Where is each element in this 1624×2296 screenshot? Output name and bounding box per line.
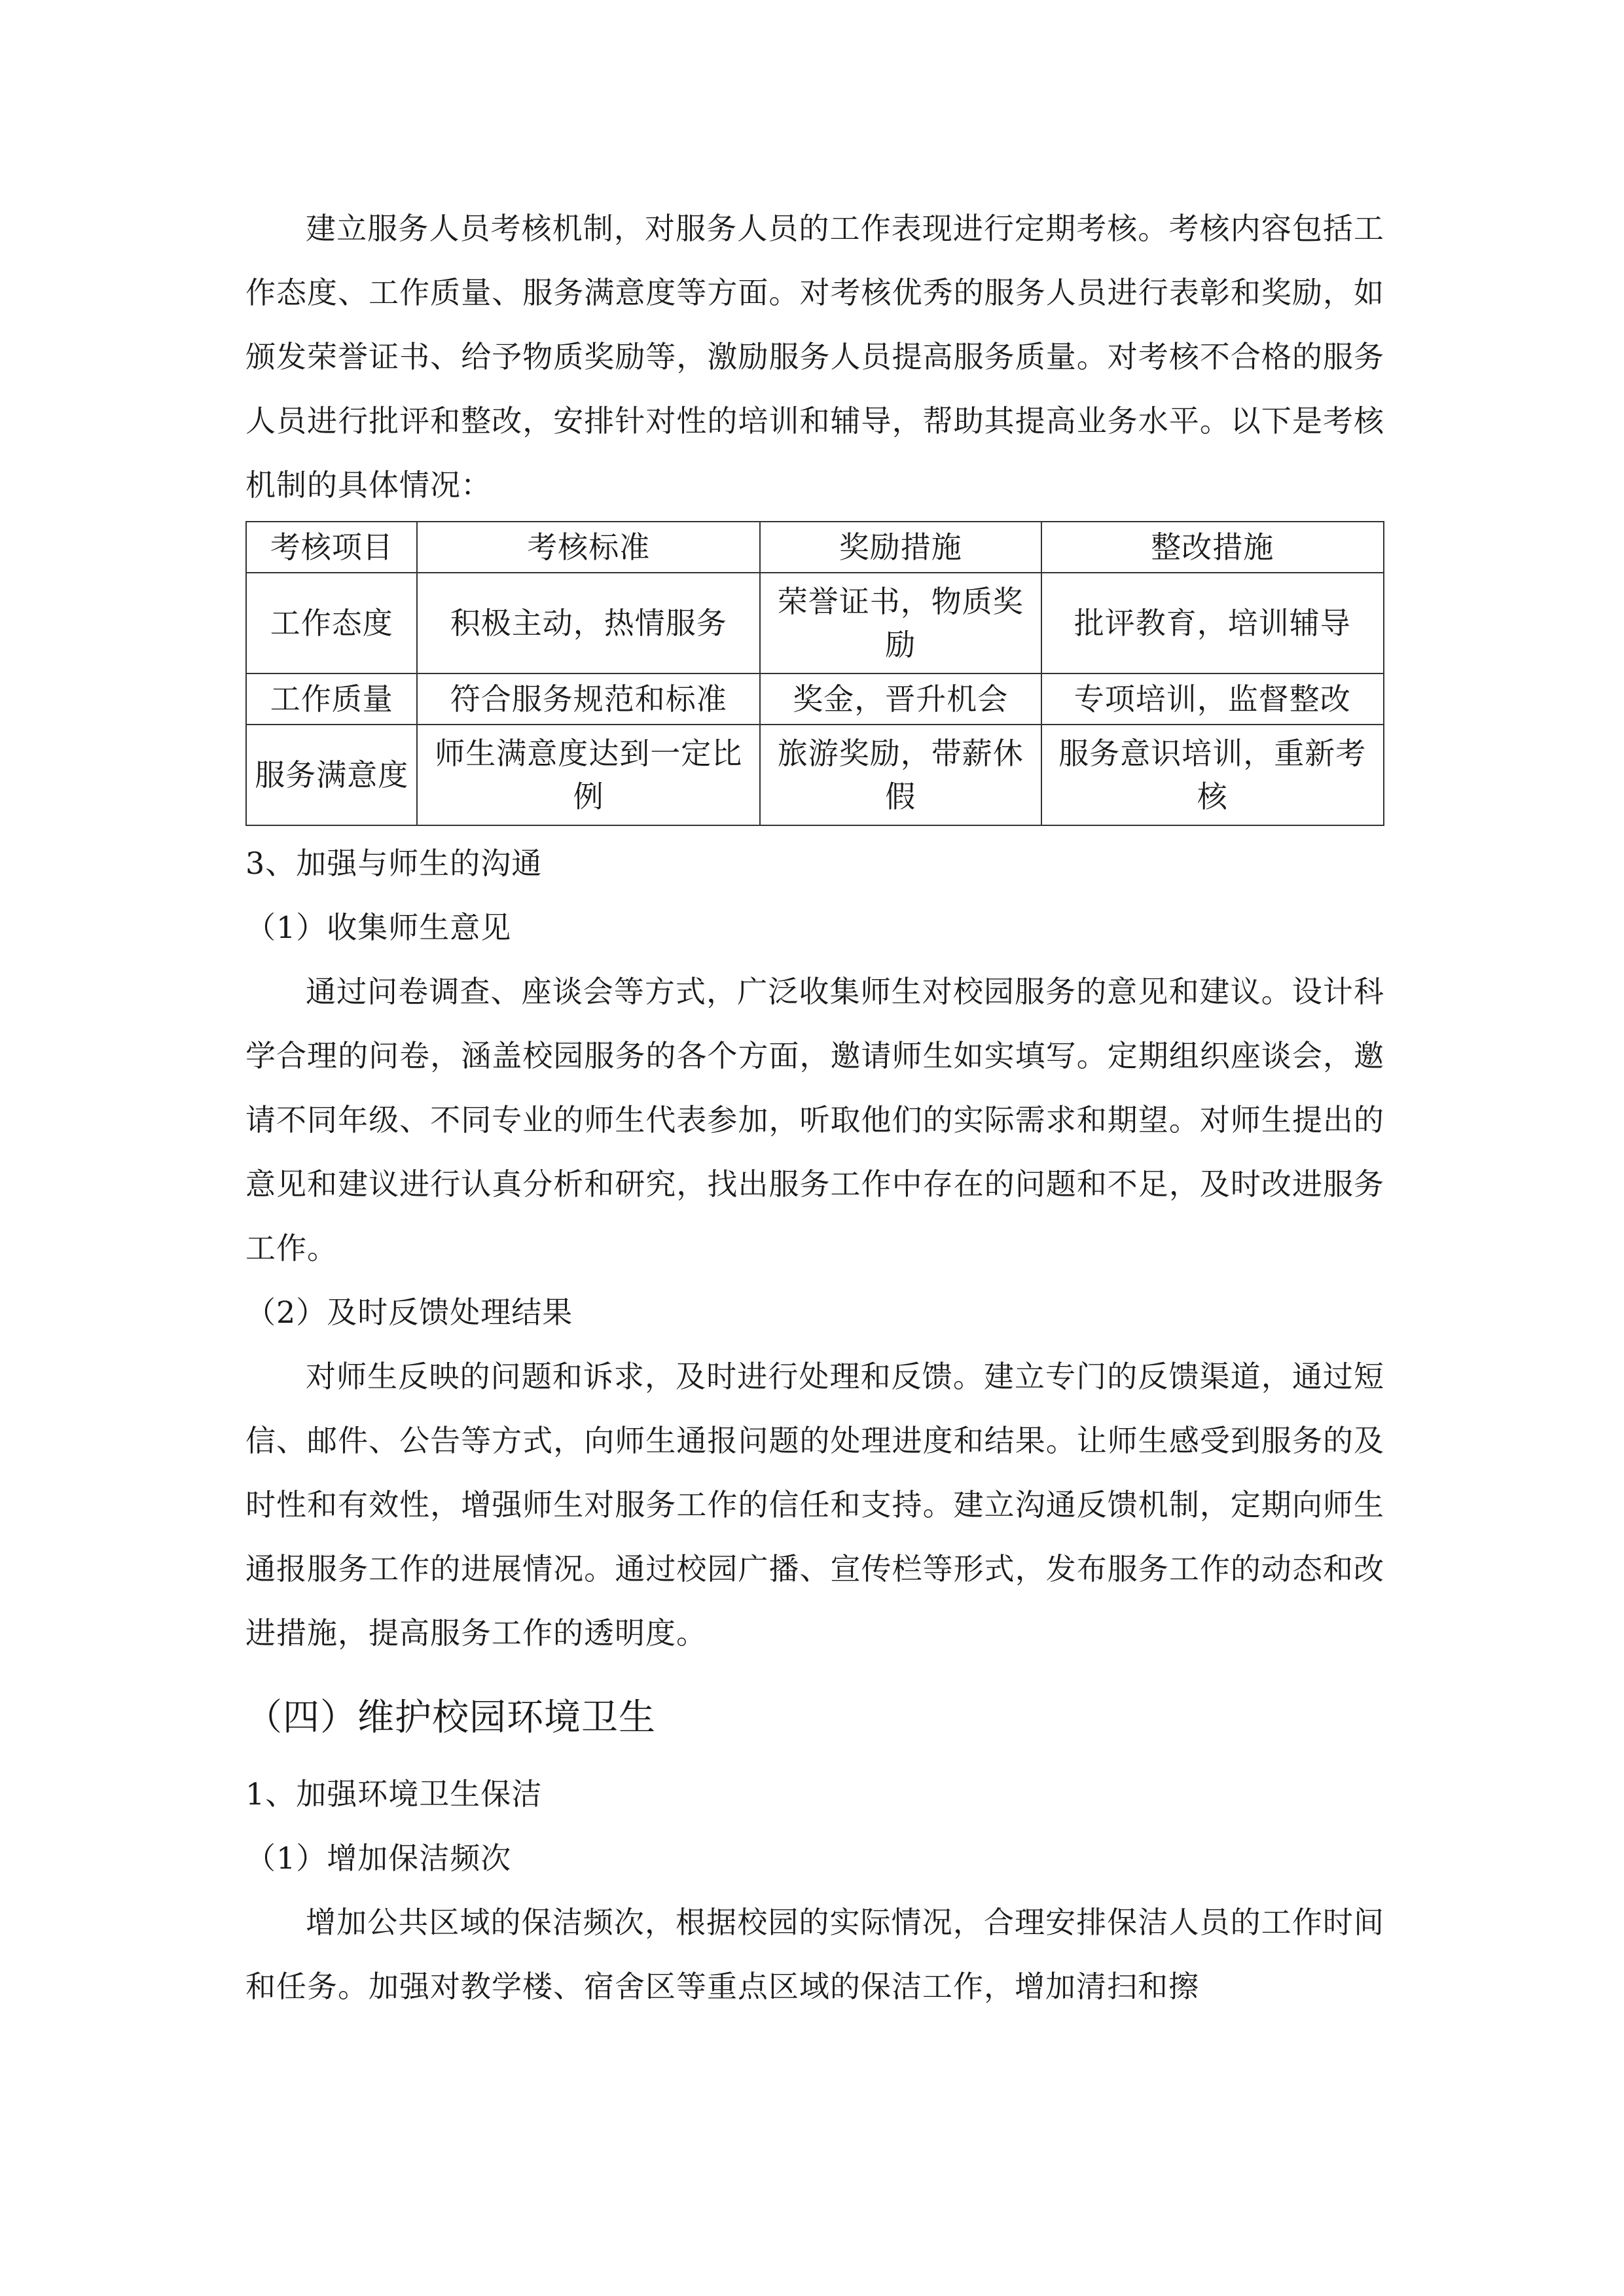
table-row xyxy=(246,673,1384,725)
paragraph-cleaning-frequency: 增加公共区域的保洁频次，根据校园的实际情况，合理安排保洁人员的工作时间和任务。加强对教学楼、宿舍区等重点区域的保洁工作，增加清扫和擦 xyxy=(245,1905,1384,2004)
table-header-cell: 整改措施 xyxy=(1041,522,1384,573)
table-row xyxy=(246,573,1384,673)
table-cell: 旅游奖励，带薪休假 xyxy=(760,725,1041,825)
table-cell: 专项培训，监督整改 xyxy=(1041,673,1384,725)
table-cell: 工作质量 xyxy=(246,673,417,725)
subheading-feedback: （2）及时反馈处理结果 xyxy=(245,1295,573,1330)
table-cell: 服务满意度 xyxy=(246,725,417,825)
table-cell: 积极主动，热情服务 xyxy=(417,573,759,673)
table-cell: 师生满意度达到一定比例 xyxy=(417,725,759,825)
section-heading-environment: （四）维护校园环境卫生 xyxy=(245,1696,656,1739)
intro-paragraph: 建立服务人员考核机制，对服务人员的工作表现进行定期考核。考核内容包括工作态度、工作质量、服务满意度等方面。对考核优秀的服务人员进行表彰和奖励，如颁发荣誉证书、给予物质奖励等，激励服务人员提高服务质量。对考核不合格的服务人员进行批评和整改，安排针对性的培训和辅导，帮助其提高业务水平。以下是考核机制的具体情况： xyxy=(245,211,1384,503)
table-header-row xyxy=(246,522,1384,573)
table-cell: 奖金，晋升机会 xyxy=(760,673,1041,725)
paragraph-collect-opinions: 通过问卷调查、座谈会等方式，广泛收集师生对校园服务的意见和建议。设计科学合理的问卷，涵盖校园服务的各个方面，邀请师生如实填写。定期组织座谈会，邀请不同年级、不同专业的师生代表参加，听取他们的实际需求和期望。对师生提出的意见和建议进行认真分析和研究，找出服务工作中存在的问题和不足，及时改进服务工作。 xyxy=(245,974,1384,1266)
paragraph-feedback: 对师生反映的问题和诉求，及时进行处理和反馈。建立专门的反馈渠道，通过短信、邮件、公告等方式，向师生通报问题的处理进度和结果。让师生感受到服务的及时性和有效性，增强师生对服务工作的信任和支持。建立沟通反馈机制，定期向师生通报服务工作的进展情况。通过校园广播、宣传栏等形式，发布服务工作的动态和改进措施，提高服务工作的透明度。 xyxy=(245,1359,1384,1651)
table-header-cell: 考核标准 xyxy=(417,522,759,573)
heading-cleaning: 1、加强环境卫生保洁 xyxy=(245,1776,543,1812)
document-page xyxy=(245,196,1384,2018)
heading-communication: 3、加强与师生的沟通 xyxy=(245,846,543,881)
table-header-cell: 考核项目 xyxy=(246,522,417,573)
table-cell: 荣誉证书，物质奖励 xyxy=(760,573,1041,673)
table-cell: 批评教育，培训辅导 xyxy=(1041,573,1384,673)
table-cell: 工作态度 xyxy=(246,573,417,673)
assessment-table xyxy=(245,521,1384,826)
subheading-cleaning-frequency: （1）增加保洁频次 xyxy=(245,1840,512,1876)
table-cell: 服务意识培训，重新考核 xyxy=(1041,725,1384,825)
table-row xyxy=(246,725,1384,825)
table-cell: 符合服务规范和标准 xyxy=(417,673,759,725)
subheading-collect-opinions: （1）收集师生意见 xyxy=(245,910,512,945)
table-header-cell: 奖励措施 xyxy=(760,522,1041,573)
